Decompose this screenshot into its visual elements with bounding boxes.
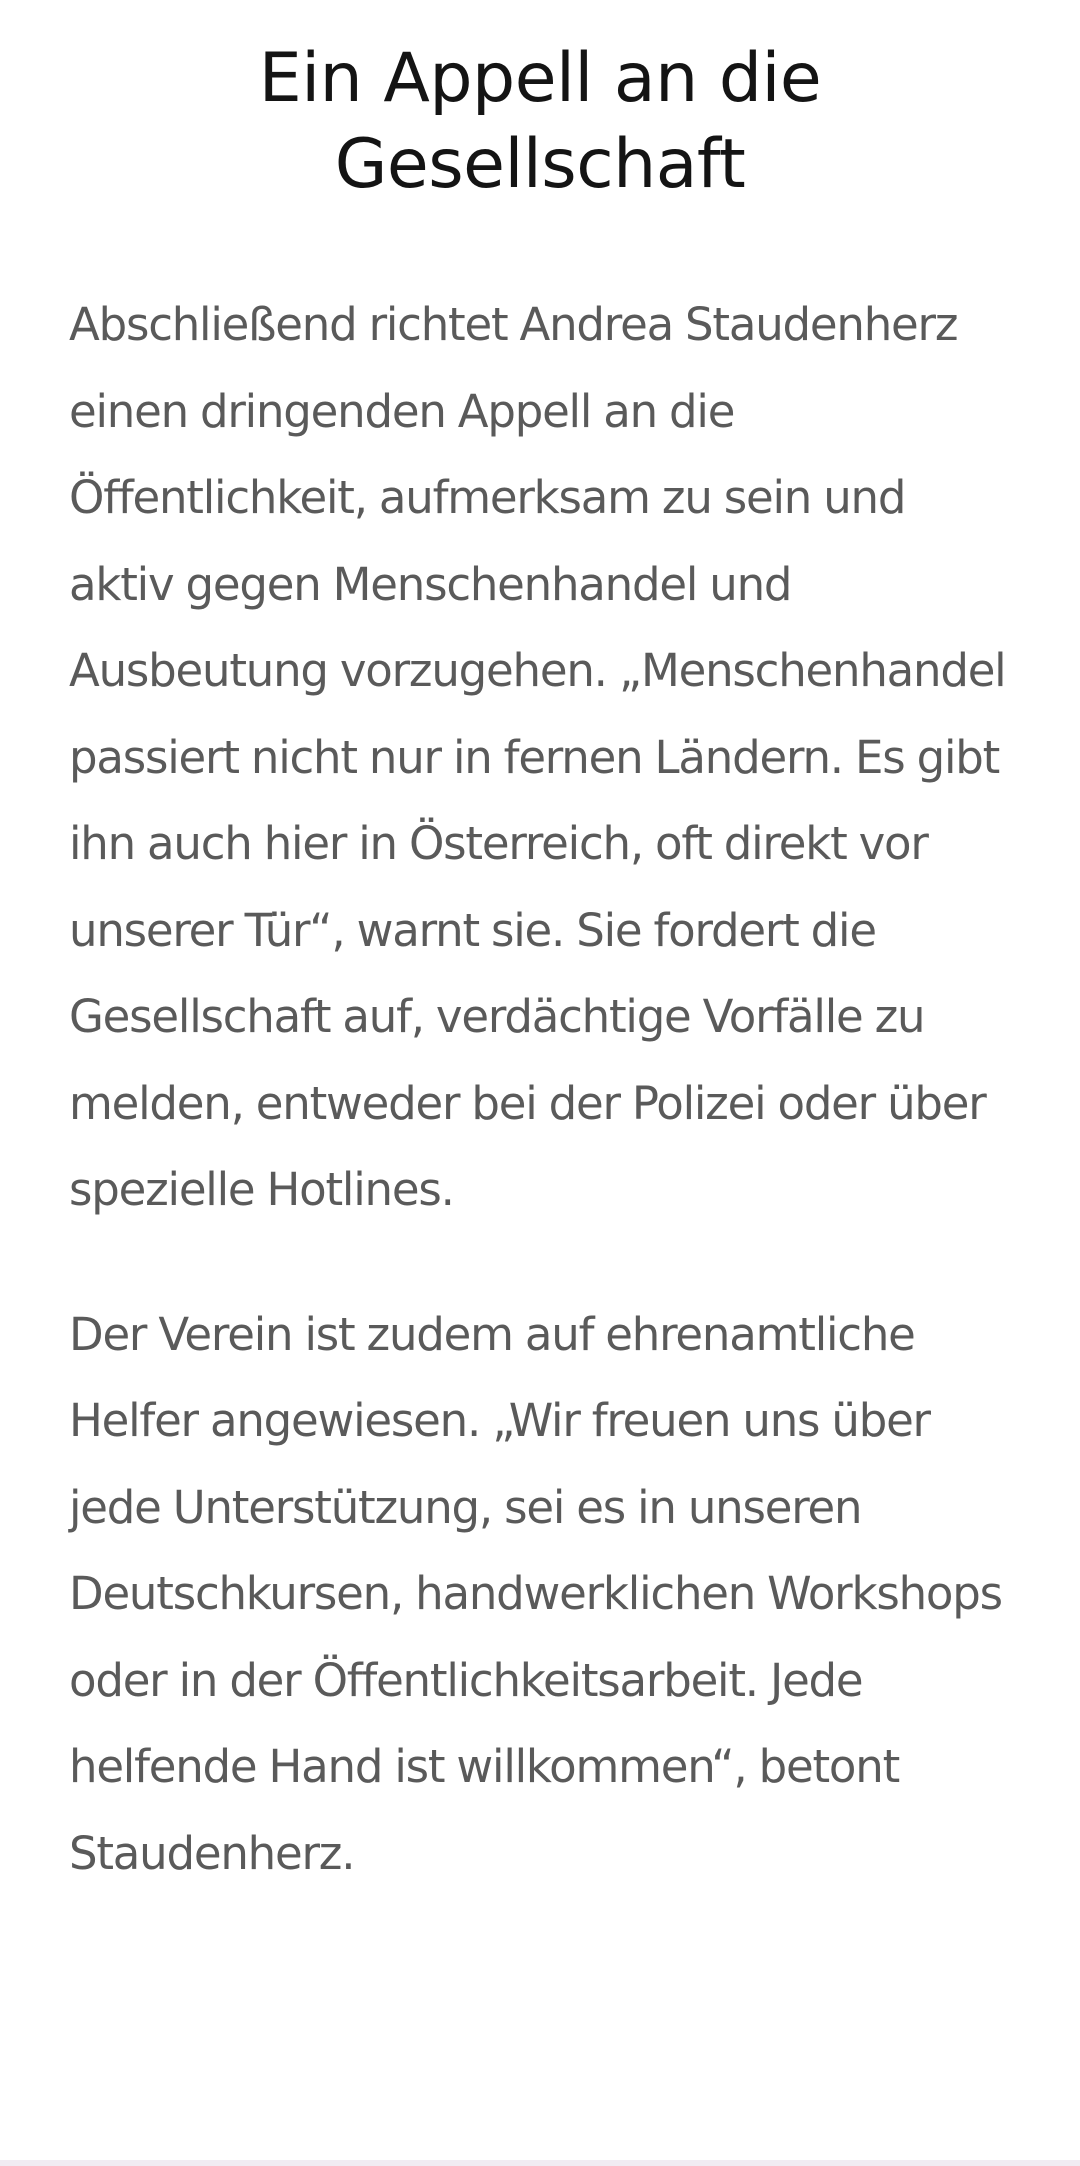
article-paragraph: Der Verein ist zudem auf ehrenamtliche Helfer angewiesen. „Wir freuen uns über jede Unterstützung, sei es in unseren Deutschkursen, handwerklichen Workshops oder in der Öffentlichkeitsarbeit. Jede helfende Hand ist willkommen“, betont Staudenherz. [69,1307,1002,1880]
bottom-edge-divider [0,2160,1080,2166]
section-heading: Ein Appell an die Gesellschaft [258,39,822,204]
article-paragraph: Abschließend richtet Andrea Staudenherz einen dringenden Appell an die Öffentlichkeit, aufmerksam zu sein und aktiv gegen Menschenhandel und Ausbeutung vorzugehen. „Menschenhandel passiert nicht nur in fernen Ländern. Es gibt ihn auch hier in Österreich, oft direkt vor unserer Tür“, warnt sie. Sie fordert die Gesellschaft auf, verdächtige Vorfälle zu melden, entweder bei der Polizei oder über spezielle Hotlines. [69,298,1006,1216]
